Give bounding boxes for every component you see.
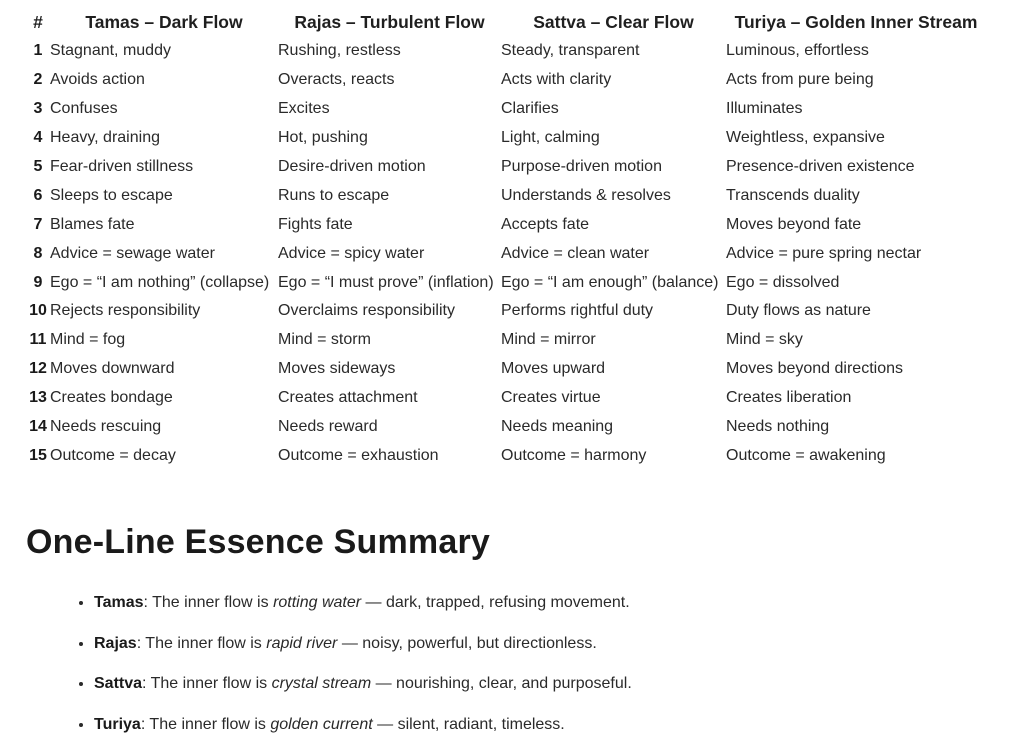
rajas-cell: Hot, pushing [278, 129, 368, 147]
tamas-cell: Creates bondage [50, 389, 173, 407]
rajas-cell: Moves sideways [278, 360, 396, 378]
sattva-cell: Purpose-driven motion [501, 158, 662, 175]
tamas-cell: Avoids action [50, 71, 145, 89]
sattva-cell: Performs rightful duty [501, 302, 654, 320]
row-number: 5 [33, 158, 43, 175]
rajas-cell: Ego = “I must prove” (inflation) [278, 273, 494, 291]
summary-item [94, 674, 632, 694]
table-row [26, 37, 986, 66]
table-row [26, 326, 986, 355]
document-content [26, 8, 996, 470]
header-number: # [33, 12, 43, 32]
summary-text: — noisy, powerful, but directionless. [337, 634, 597, 652]
turiya-cell: Transcends duality [726, 186, 860, 204]
tamas-cell: Moves downward [50, 360, 175, 378]
summary-emphasis: rotting water [273, 594, 362, 611]
turiya-cell: Presence-driven existence [726, 158, 915, 175]
turiya-cell: Mind = sky [726, 331, 803, 349]
table-row [26, 66, 986, 95]
table-row [26, 124, 986, 153]
turiya-cell: Creates liberation [726, 389, 852, 407]
tamas-cell: Mind = fog [50, 331, 126, 349]
sattva-cell: Light, calming [501, 129, 600, 147]
summary-term: Sattva [94, 675, 143, 693]
turiya-cell: Outcome = awakening [726, 446, 886, 464]
rajas-cell: Creates attachment [278, 389, 418, 407]
row-number: 14 [29, 418, 47, 436]
row-number: 4 [33, 129, 43, 147]
summary-term: Tamas [94, 594, 144, 611]
turiya-cell: Luminous, effortless [726, 42, 869, 60]
sattva-cell: Understands & resolves [501, 186, 671, 204]
row-number: 12 [29, 360, 47, 378]
table-row [26, 441, 986, 470]
rajas-cell: Overacts, reacts [278, 71, 395, 89]
summary-term: Turiya [94, 716, 141, 734]
summary-item [94, 715, 632, 735]
sattva-cell: Steady, transparent [501, 42, 640, 60]
summary-text: : The inner flow is [136, 634, 267, 652]
table-row [26, 239, 986, 268]
sattva-cell: Advice = clean water [501, 244, 650, 262]
sattva-cell: Moves upward [501, 360, 606, 378]
tamas-cell: Advice = sewage water [50, 244, 215, 262]
turiya-cell: Moves beyond directions [726, 360, 903, 378]
row-number: 2 [33, 71, 43, 89]
tamas-cell: Outcome = decay [50, 446, 176, 464]
table-row [26, 268, 986, 297]
turiya-cell: Ego = dissolved [726, 273, 840, 291]
flow-comparison-table [26, 8, 986, 470]
sattva-cell: Mind = mirror [501, 331, 596, 349]
tamas-cell: Sleeps to escape [50, 186, 173, 204]
summary-emphasis: crystal stream [271, 675, 372, 693]
row-number: 9 [33, 273, 43, 291]
turiya-cell: Moves beyond fate [726, 215, 862, 233]
table-row [26, 153, 986, 182]
rajas-cell: Mind = storm [278, 331, 371, 349]
tamas-cell: Stagnant, muddy [50, 42, 171, 60]
rajas-cell: Desire-driven motion [278, 158, 426, 175]
row-number: 11 [29, 331, 47, 349]
sattva-cell: Creates virtue [501, 389, 601, 407]
header-tamas: Tamas – Dark Flow [85, 12, 243, 32]
rajas-cell: Excites [278, 100, 330, 118]
tamas-cell: Blames fate [50, 215, 135, 233]
sattva-cell: Accepts fate [501, 215, 590, 233]
turiya-cell: Acts from pure being [726, 71, 874, 89]
summary-emphasis: rapid river [266, 634, 338, 652]
sattva-cell: Outcome = harmony [501, 446, 647, 464]
tamas-cell: Heavy, draining [50, 129, 160, 147]
row-number: 1 [33, 42, 43, 60]
table-row [26, 384, 986, 413]
rajas-cell: Advice = spicy water [278, 244, 425, 262]
tamas-cell: Confuses [50, 100, 118, 118]
sattva-cell: Needs meaning [501, 418, 614, 436]
row-number: 15 [29, 446, 47, 464]
rajas-cell: Rushing, restless [278, 42, 401, 60]
summary-list [68, 593, 632, 756]
turiya-cell: Illuminates [726, 100, 803, 118]
row-number: 7 [33, 215, 43, 233]
sattva-cell: Clarifies [501, 100, 559, 118]
tamas-cell: Fear-driven stillness [50, 158, 194, 175]
turiya-cell: Duty flows as nature [726, 302, 871, 320]
summary-text: — nourishing, clear, and purposeful. [371, 675, 632, 693]
row-number: 13 [29, 389, 47, 407]
header-sattva: Sattva – Clear Flow [533, 12, 694, 32]
table-header-row [26, 8, 986, 37]
turiya-cell: Needs nothing [726, 418, 830, 436]
table-body [26, 37, 986, 470]
turiya-cell: Weightless, expansive [726, 129, 885, 147]
header-turiya: Turiya – Golden Inner Stream [734, 12, 978, 32]
tamas-cell: Needs rescuing [50, 418, 162, 436]
tamas-cell: Ego = “I am nothing” (collapse) [50, 273, 270, 291]
table-row [26, 297, 986, 326]
row-number: 3 [33, 100, 43, 118]
summary-term: Rajas [94, 634, 137, 652]
summary-item [94, 593, 632, 613]
summary-text: : The inner flow is [140, 716, 271, 734]
row-number: 8 [33, 244, 43, 262]
rajas-cell: Overclaims responsibility [278, 302, 455, 320]
table-row [26, 210, 986, 239]
turiya-cell: Advice = pure spring nectar [726, 244, 922, 262]
tamas-cell: Rejects responsibility [50, 302, 201, 320]
table-row [26, 95, 986, 124]
summary-item [94, 634, 632, 654]
row-number: 6 [33, 186, 43, 204]
summary-text: : The inner flow is [143, 594, 274, 611]
rajas-cell: Outcome = exhaustion [278, 446, 439, 464]
rajas-cell: Runs to escape [278, 186, 390, 204]
rajas-cell: Fights fate [278, 215, 353, 233]
rajas-cell: Needs reward [278, 418, 378, 436]
table-row [26, 413, 986, 442]
summary-emphasis: golden current [270, 716, 373, 734]
summary-text: : The inner flow is [142, 675, 272, 693]
table-row [26, 181, 986, 210]
header-rajas: Rajas – Turbulent Flow [294, 12, 485, 32]
summary-heading: One-Line Essence Summary [26, 523, 490, 561]
summary-text: — silent, radiant, timeless. [372, 716, 565, 734]
summary-text: — dark, trapped, refusing movement. [361, 594, 630, 611]
table-row [26, 355, 986, 384]
sattva-cell: Acts with clarity [501, 71, 612, 89]
row-number: 10 [29, 302, 47, 320]
sattva-cell: Ego = “I am enough” (balance) [501, 273, 719, 291]
